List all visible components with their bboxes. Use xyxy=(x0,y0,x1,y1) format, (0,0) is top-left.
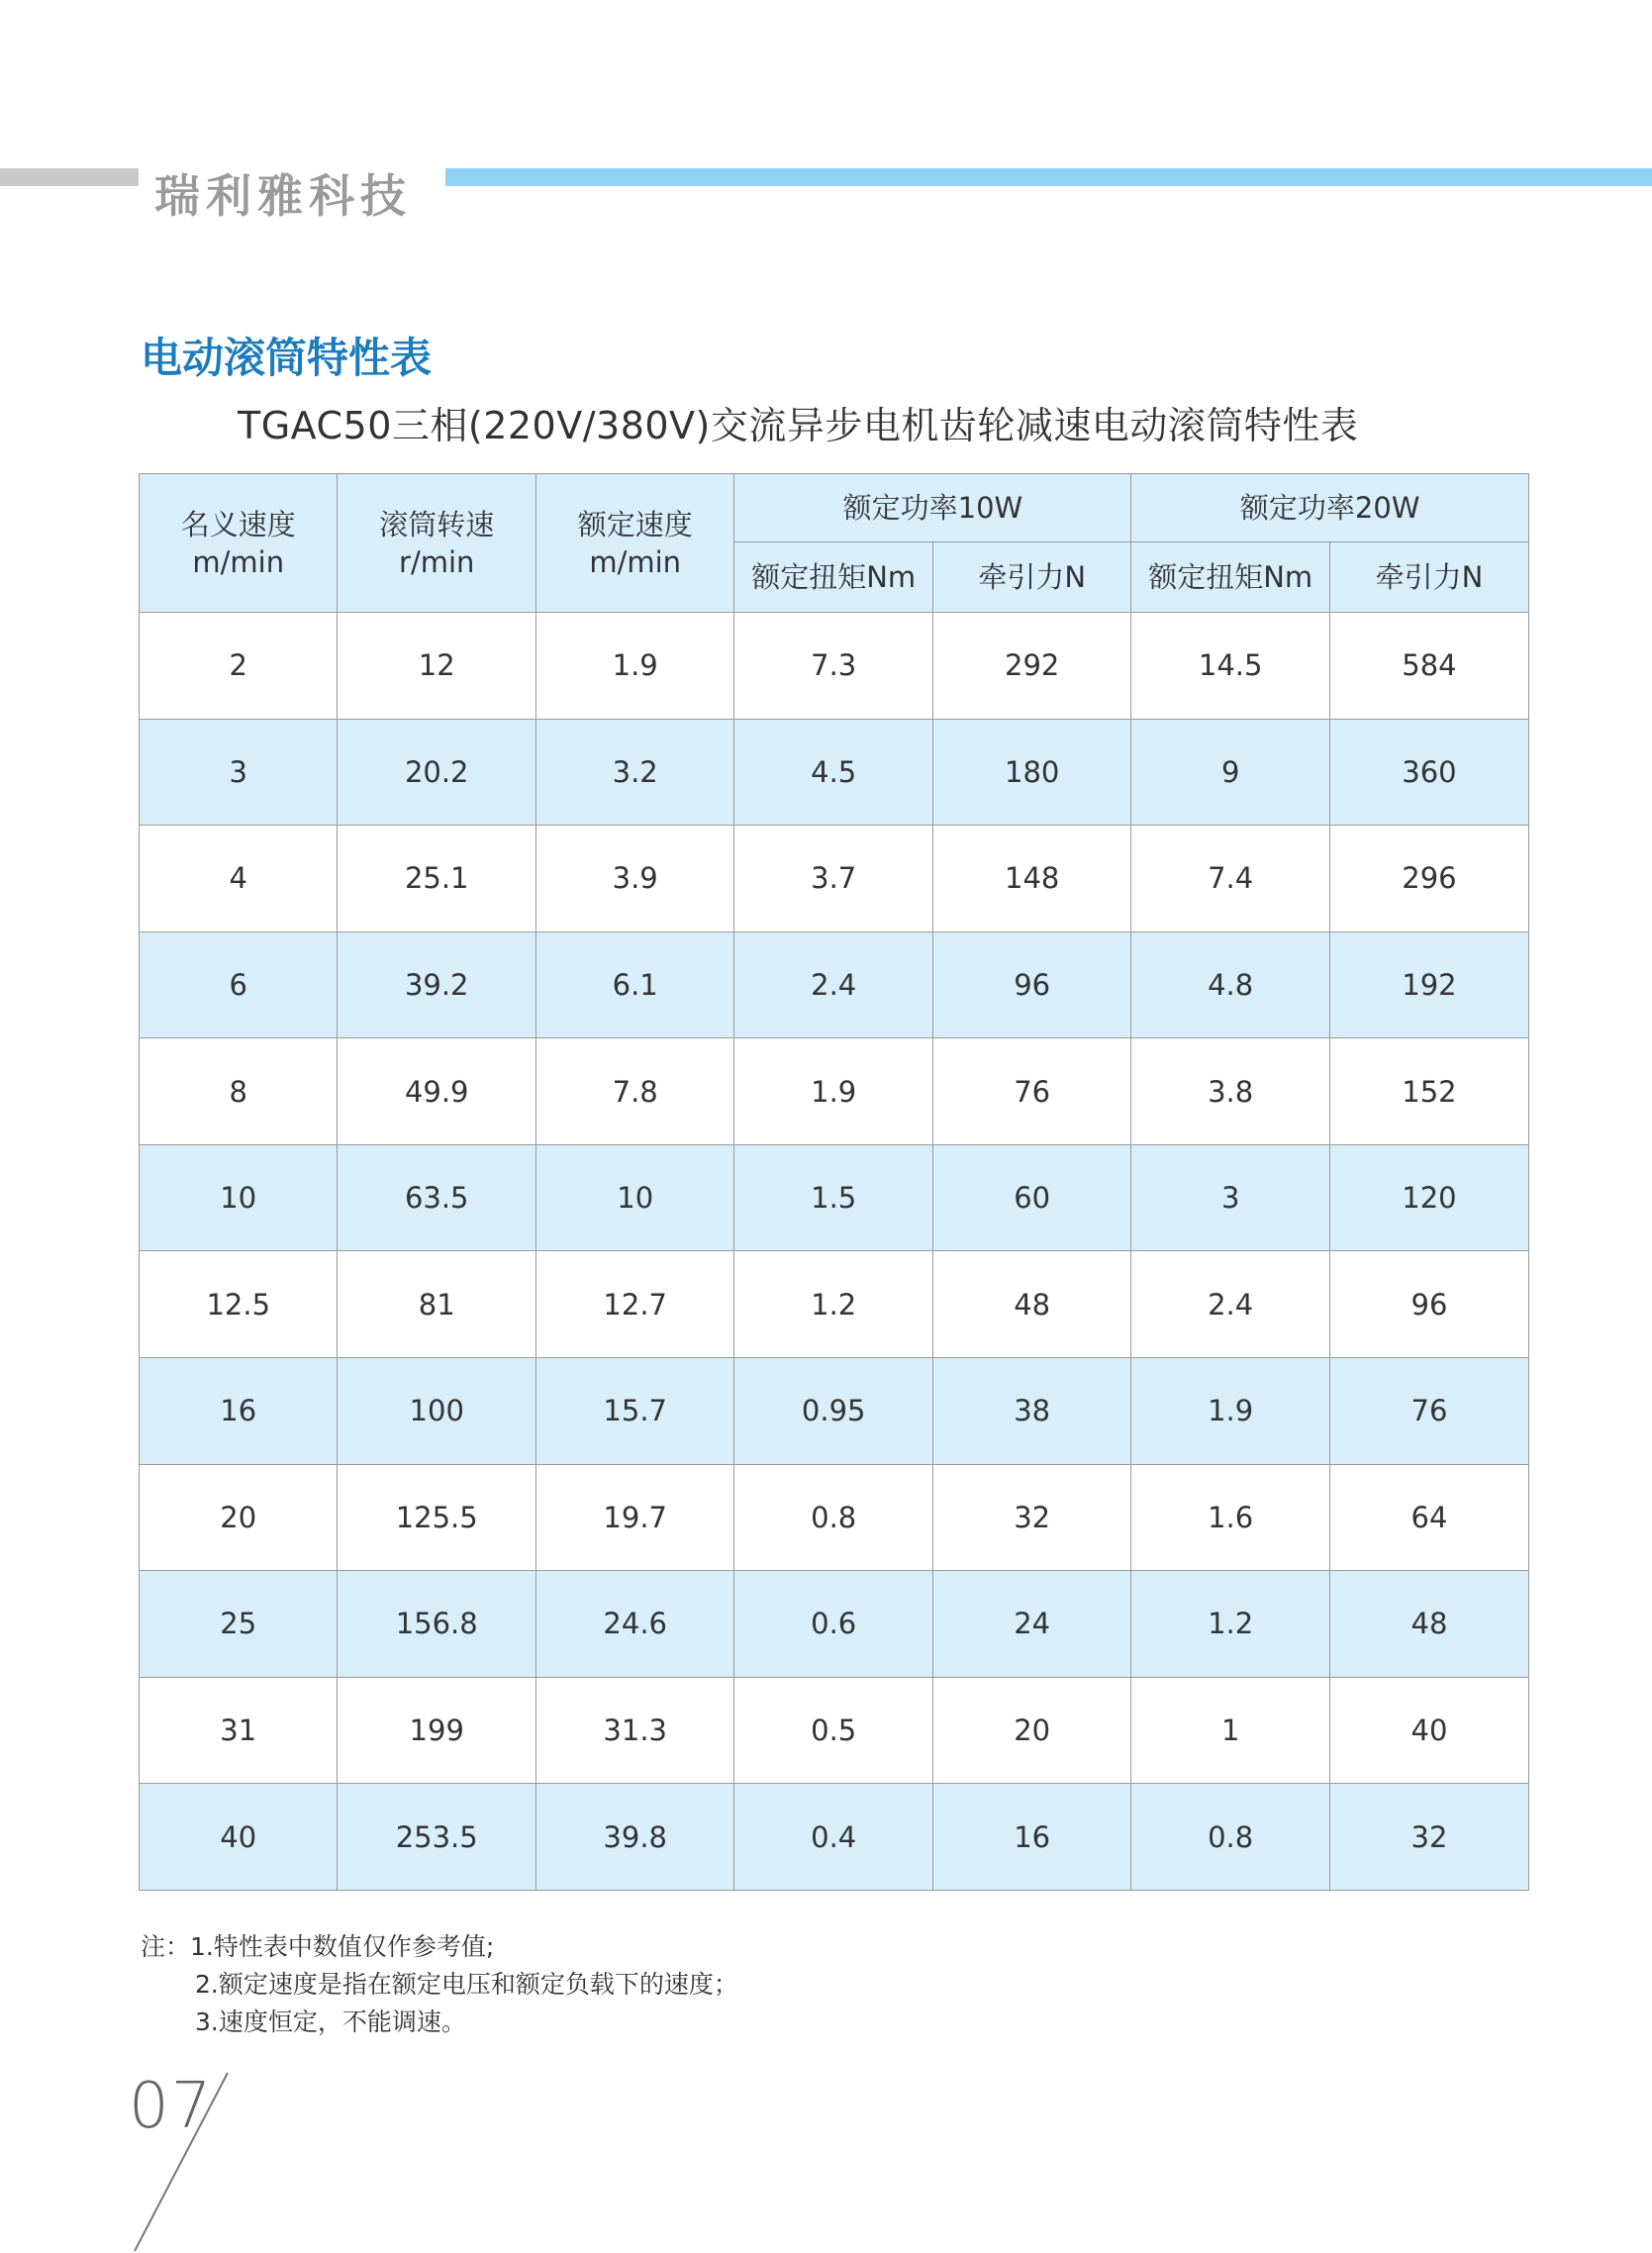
col-torque-10w: 额定扭矩Nm xyxy=(734,542,932,613)
table-cell: 48 xyxy=(932,1251,1130,1358)
table-cell: 16 xyxy=(932,1784,1130,1891)
table-cell: 180 xyxy=(932,719,1130,826)
table-row xyxy=(140,1677,1529,1784)
table-cell: 60 xyxy=(932,1144,1130,1251)
table-cell: 152 xyxy=(1329,1038,1528,1145)
table-cell: 24 xyxy=(932,1571,1130,1678)
table-cell: 1.2 xyxy=(1131,1571,1329,1678)
table-row xyxy=(140,1251,1529,1358)
col-nominal-speed-label: 名义速度 xyxy=(180,507,296,541)
table-cell: 360 xyxy=(1329,719,1528,826)
table-row xyxy=(140,1038,1529,1145)
table-cell: 3.9 xyxy=(535,826,733,932)
table-cell: 0.6 xyxy=(734,1571,932,1678)
table-cell: 199 xyxy=(338,1677,535,1784)
table-cell: 1.9 xyxy=(734,1038,932,1145)
table-cell: 12 xyxy=(338,613,535,720)
table-cell: 10 xyxy=(140,1144,338,1251)
table-cell: 120 xyxy=(1329,1144,1528,1251)
table-cell: 48 xyxy=(1329,1571,1528,1678)
table-cell: 76 xyxy=(932,1038,1130,1145)
table-cell: 8 xyxy=(140,1038,338,1145)
table-cell: 0.95 xyxy=(734,1358,932,1465)
table-cell: 4.8 xyxy=(1131,931,1329,1038)
table-cell: 96 xyxy=(1329,1251,1528,1358)
col-torque-20w: 额定扭矩Nm xyxy=(1131,542,1329,613)
table-row xyxy=(140,1144,1529,1251)
table-cell: 100 xyxy=(338,1358,535,1465)
header-bar-blue xyxy=(445,168,1652,186)
note-1: 注：1.特性表中数值仅作参考值; xyxy=(141,1932,495,1961)
table-cell: 3 xyxy=(1131,1144,1329,1251)
spec-table xyxy=(139,473,1529,1891)
table-cell: 7.8 xyxy=(535,1038,733,1145)
section-title: 电动滚筒特性表 xyxy=(141,334,433,382)
table-cell: 10 xyxy=(535,1144,733,1251)
table-cell: 16 xyxy=(140,1358,338,1465)
note-3: 3.速度恒定，不能调速。 xyxy=(195,2008,466,2036)
table-title: TGAC50三相(220V/380V)交流异步电机齿轮减速电动滚筒特性表 xyxy=(238,404,1359,447)
table-cell: 1.9 xyxy=(1131,1358,1329,1465)
table-cell: 0.8 xyxy=(1131,1784,1329,1891)
table-cell: 19.7 xyxy=(535,1464,733,1571)
table-cell: 40 xyxy=(140,1784,338,1891)
page-number: 07 xyxy=(129,2070,214,2143)
table-cell: 25 xyxy=(140,1571,338,1678)
table-cell: 156.8 xyxy=(338,1571,535,1678)
table-cell: 39.2 xyxy=(338,931,535,1038)
col-group-20w: 额定功率20W xyxy=(1131,474,1529,542)
table-cell: 0.8 xyxy=(734,1464,932,1571)
table-cell: 3.7 xyxy=(734,826,932,932)
table-row xyxy=(140,1784,1529,1891)
table-cell: 14.5 xyxy=(1131,613,1329,720)
notes xyxy=(141,1928,738,2041)
table-row xyxy=(140,613,1529,720)
table-cell: 20.2 xyxy=(338,719,535,826)
table-cell: 6 xyxy=(140,931,338,1038)
table-cell: 3.2 xyxy=(535,719,733,826)
table-row xyxy=(140,931,1529,1038)
table-cell: 32 xyxy=(932,1464,1130,1571)
table-cell: 4 xyxy=(140,826,338,932)
col-rated-speed-label: 额定速度 xyxy=(577,507,693,541)
table-cell: 96 xyxy=(932,931,1130,1038)
table-row xyxy=(140,1464,1529,1571)
col-traction-10w: 牵引力N xyxy=(932,542,1130,613)
table-cell: 76 xyxy=(1329,1358,1528,1465)
table-cell: 7.3 xyxy=(734,613,932,720)
table-cell: 148 xyxy=(932,826,1130,932)
table-cell: 1.6 xyxy=(1131,1464,1329,1571)
col-drum-rpm-unit: r/min xyxy=(399,544,475,579)
table-cell: 25.1 xyxy=(338,826,535,932)
table-cell: 20 xyxy=(932,1677,1130,1784)
table-cell: 0.4 xyxy=(734,1784,932,1891)
table-cell: 49.9 xyxy=(338,1038,535,1145)
table-cell: 192 xyxy=(1329,931,1528,1038)
table-cell: 39.8 xyxy=(535,1784,733,1891)
table-cell: 20 xyxy=(140,1464,338,1571)
col-nominal-speed-unit: m/min xyxy=(192,544,285,579)
table-cell: 6.1 xyxy=(535,931,733,1038)
table-cell: 2.4 xyxy=(734,931,932,1038)
col-drum-rpm xyxy=(338,474,535,613)
col-traction-20w: 牵引力N xyxy=(1329,542,1528,613)
table-cell: 38 xyxy=(932,1358,1130,1465)
table-row xyxy=(140,1571,1529,1678)
table-cell: 1.5 xyxy=(734,1144,932,1251)
table-cell: 3 xyxy=(140,719,338,826)
table-cell: 1.2 xyxy=(734,1251,932,1358)
table-cell: 2.4 xyxy=(1131,1251,1329,1358)
table-row xyxy=(140,719,1529,826)
spec-table-body xyxy=(140,613,1529,1891)
table-cell: 24.6 xyxy=(535,1571,733,1678)
table-cell: 81 xyxy=(338,1251,535,1358)
table-cell: 12.7 xyxy=(535,1251,733,1358)
col-nominal-speed xyxy=(140,474,338,613)
col-rated-speed-unit: m/min xyxy=(589,544,682,579)
col-rated-speed xyxy=(535,474,733,613)
page-slash-decoration xyxy=(129,2069,238,2253)
table-cell: 7.4 xyxy=(1131,826,1329,932)
table-cell: 125.5 xyxy=(338,1464,535,1571)
note-2: 2.额定速度是指在额定电压和额定负载下的速度； xyxy=(195,1970,738,1999)
brand-name: 瑞利雅科技 xyxy=(154,169,412,223)
table-cell: 1 xyxy=(1131,1677,1329,1784)
table-cell: 12.5 xyxy=(140,1251,338,1358)
table-cell: 15.7 xyxy=(535,1358,733,1465)
col-group-10w: 额定功率10W xyxy=(734,474,1131,542)
table-cell: 2 xyxy=(140,613,338,720)
table-cell: 40 xyxy=(1329,1677,1528,1784)
table-cell: 296 xyxy=(1329,826,1528,932)
table-cell: 9 xyxy=(1131,719,1329,826)
table-cell: 31 xyxy=(140,1677,338,1784)
table-cell: 63.5 xyxy=(338,1144,535,1251)
table-cell: 253.5 xyxy=(338,1784,535,1891)
table-cell: 3.8 xyxy=(1131,1038,1329,1145)
table-cell: 584 xyxy=(1329,613,1528,720)
table-cell: 64 xyxy=(1329,1464,1528,1571)
header-bar-gray xyxy=(0,168,139,186)
table-cell: 292 xyxy=(932,613,1130,720)
table-row xyxy=(140,826,1529,932)
table-row xyxy=(140,1358,1529,1465)
table-cell: 1.9 xyxy=(535,613,733,720)
table-cell: 0.5 xyxy=(734,1677,932,1784)
table-cell: 4.5 xyxy=(734,719,932,826)
col-drum-rpm-label: 滚筒转速 xyxy=(379,507,495,541)
table-cell: 31.3 xyxy=(535,1677,733,1784)
table-cell: 32 xyxy=(1329,1784,1528,1891)
